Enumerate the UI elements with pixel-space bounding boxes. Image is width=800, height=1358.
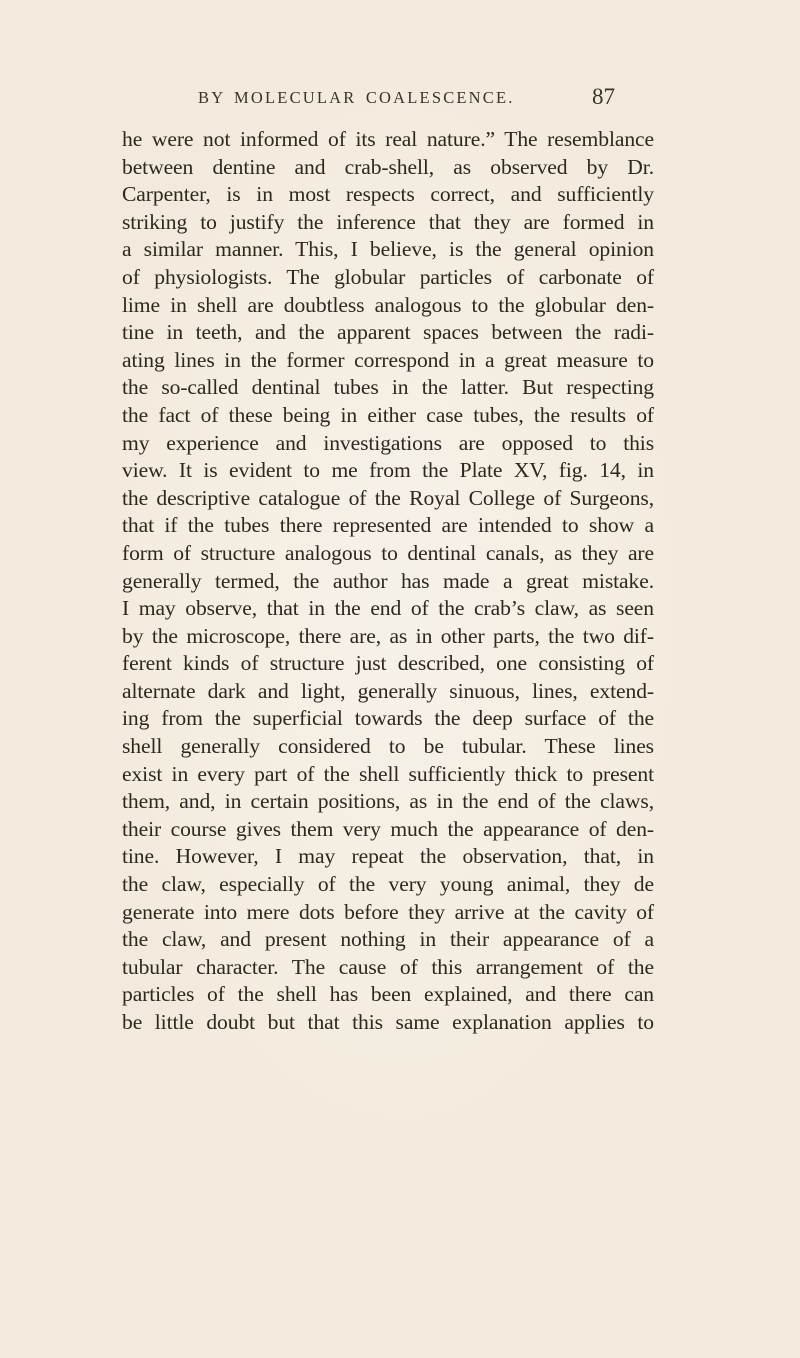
running-head-title: BY MOLECULAR COALESCENCE.: [198, 88, 515, 107]
text-line: alternate dark and light, generally sinuous, lines, extend-: [122, 678, 654, 703]
text-line: them, and, in certain positions, as in the end of the claws,: [122, 789, 654, 814]
text-line: striking to justify the inference that they are formed in: [122, 209, 654, 234]
text-line: form of structure analogous to dentinal canals, as they are: [122, 540, 654, 565]
text-line: generally termed, the author has made a great mistake.: [122, 568, 654, 593]
text-line: be little doubt but that this same explanation applies to: [122, 1010, 654, 1034]
text-line: my experience and investigations are opposed to this: [122, 430, 654, 455]
text-line: ing from the superficial towards the deep surface of the: [122, 706, 654, 731]
text-line: the so-called dentinal tubes in the latter. But respecting: [122, 375, 654, 400]
text-line: between dentine and crab-shell, as observed by Dr.: [122, 154, 654, 179]
text-line: that if the tubes there represented are intended to show a: [122, 513, 654, 538]
text-line: exist in every part of the shell sufficiently thick to present: [122, 761, 654, 786]
text-line: view. It is evident to me from the Plate XV, fig. 14, in: [122, 458, 654, 483]
body-text: [122, 126, 654, 1037]
text-line: ferent kinds of structure just described, one consisting of: [122, 651, 654, 676]
text-line: tine. However, I may repeat the observation, that, in: [122, 844, 654, 869]
text-line: the claw, especially of the very young animal, they de: [122, 872, 654, 897]
text-line: the descriptive catalogue of the Royal College of Surgeons,: [122, 485, 654, 510]
text-line: the fact of these being in either case tubes, the results of: [122, 402, 654, 427]
text-line: the claw, and present nothing in their appearance of a: [122, 927, 654, 952]
text-line: ating lines in the former correspond in a great measure to: [122, 347, 654, 372]
text-line: tine in teeth, and the apparent spaces between the radi-: [122, 320, 654, 345]
text-line: a similar manner. This, I believe, is the general opinion: [122, 237, 654, 262]
text-line: I may observe, that in the end of the crab’s claw, as seen: [122, 596, 654, 621]
text-line: by the microscope, there are, as in other parts, the two dif-: [122, 623, 654, 648]
text-line: Carpenter, is in most respects correct, and sufficiently: [122, 182, 654, 207]
text-line: tubular character. The cause of this arrangement of the: [122, 954, 654, 979]
running-head: [0, 84, 800, 116]
page-number: 87: [592, 84, 615, 109]
text-line: lime in shell are doubtless analogous to the globular den-: [122, 292, 654, 317]
text-line: their course gives them very much the appearance of den-: [122, 816, 654, 841]
text-line: shell generally considered to be tubular. These lines: [122, 734, 654, 759]
text-line: of physiologists. The globular particles of carbonate of: [122, 264, 654, 289]
text-line: he were not informed of its real nature.” The resemblance: [122, 127, 654, 151]
text-line: particles of the shell has been explained, and there can: [122, 982, 654, 1007]
text-line: generate into mere dots before they arrive at the cavity of: [122, 899, 654, 924]
